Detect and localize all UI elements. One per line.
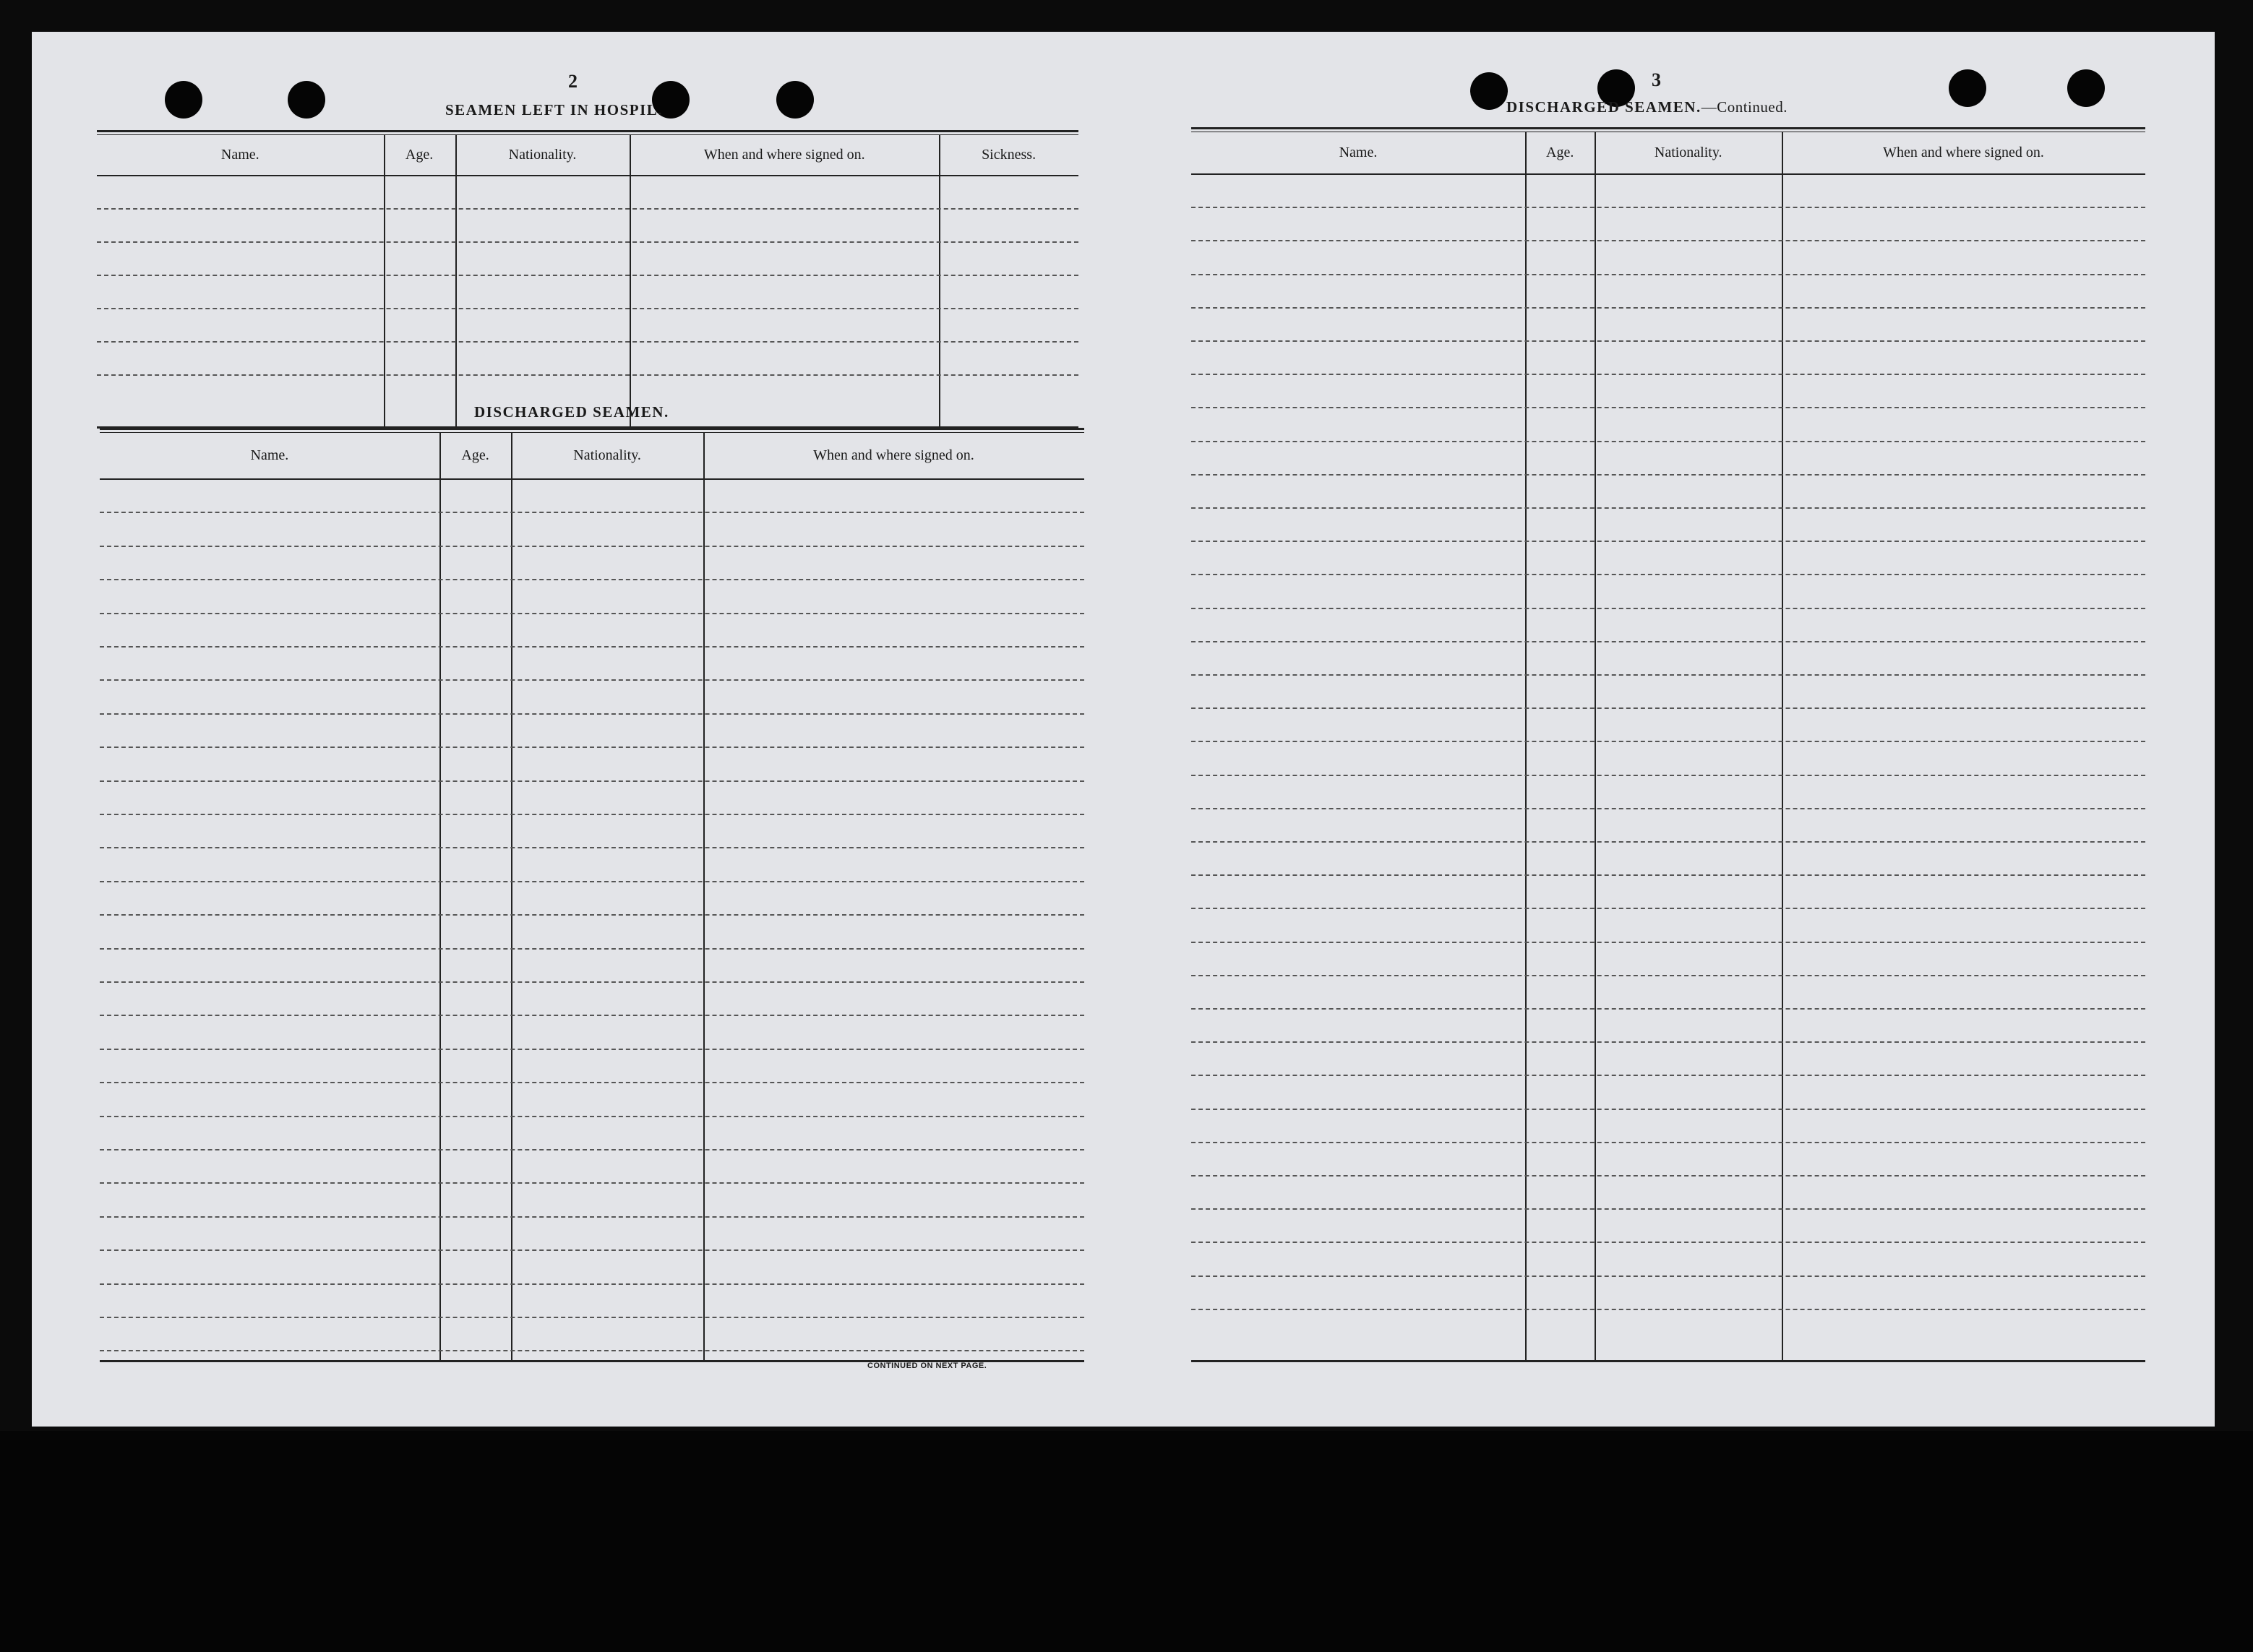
column-divider bbox=[630, 134, 631, 426]
continued-note: CONTINUED ON NEXT PAGE. bbox=[867, 1361, 987, 1370]
discharged-continued-title-text: DISCHARGED SEAMEN. bbox=[1506, 98, 1701, 116]
table-row bbox=[97, 374, 1078, 376]
table-row bbox=[100, 1182, 1084, 1184]
table-row bbox=[1191, 1242, 2145, 1243]
column-divider bbox=[439, 432, 441, 1360]
table-row bbox=[1191, 1142, 2145, 1143]
table-row bbox=[100, 948, 1084, 950]
table-top-rule bbox=[1191, 127, 2145, 129]
table-row bbox=[100, 546, 1084, 547]
table-row bbox=[100, 1015, 1084, 1016]
column-header: When and where signed on. bbox=[703, 147, 865, 163]
table-row bbox=[1191, 1041, 2145, 1043]
discharged-continued-title-suffix: —Continued. bbox=[1701, 98, 1788, 116]
column-header: Name. bbox=[220, 147, 259, 163]
scan-background bbox=[0, 1431, 2253, 1652]
table-row bbox=[1191, 340, 2145, 342]
table-row bbox=[1191, 674, 2145, 676]
column-header: Sickness. bbox=[982, 147, 1037, 163]
column-header: When and where signed on. bbox=[813, 447, 974, 463]
table-row bbox=[100, 1082, 1084, 1083]
table-row bbox=[1191, 240, 2145, 241]
discharged-continued-table bbox=[1191, 127, 2145, 1360]
table-row bbox=[100, 814, 1084, 815]
table-top-rule bbox=[97, 130, 1078, 132]
table-row bbox=[1191, 1175, 2145, 1176]
hospital-section-title-text: SEAMEN LEFT IN HOSPI bbox=[445, 101, 647, 119]
page-number: 2 bbox=[568, 71, 578, 92]
table-row bbox=[1191, 1275, 2145, 1277]
table-row bbox=[100, 1149, 1084, 1150]
table-top-rule bbox=[100, 428, 1084, 430]
column-header: Nationality. bbox=[573, 447, 641, 463]
hospital-section-title-suffix: L. bbox=[646, 101, 664, 119]
table-row bbox=[1191, 507, 2145, 509]
column-header: Age. bbox=[1546, 145, 1574, 160]
hospital-table bbox=[97, 130, 1078, 426]
page-number: 3 bbox=[1652, 69, 1662, 90]
header-rule bbox=[100, 478, 1084, 480]
table-row bbox=[1191, 574, 2145, 575]
table-row bbox=[100, 646, 1084, 648]
table-row bbox=[97, 341, 1078, 343]
column-divider bbox=[703, 432, 705, 1360]
table-row bbox=[1191, 1309, 2145, 1310]
hospital-section-title bbox=[445, 101, 663, 119]
table-row bbox=[100, 1249, 1084, 1251]
table-row bbox=[1191, 474, 2145, 476]
table-row bbox=[1191, 407, 2145, 408]
table-row bbox=[100, 512, 1084, 513]
table-top-rule bbox=[100, 432, 1084, 433]
table-row bbox=[97, 275, 1078, 276]
punch-hole bbox=[776, 81, 814, 119]
table-row bbox=[100, 613, 1084, 614]
table-row bbox=[1191, 808, 2145, 809]
table-row bbox=[1191, 942, 2145, 943]
table-row bbox=[1191, 541, 2145, 542]
right-page bbox=[1123, 32, 2215, 1427]
table-row bbox=[1191, 608, 2145, 609]
table-row bbox=[100, 1216, 1084, 1218]
table-row bbox=[1191, 207, 2145, 208]
discharged-table bbox=[100, 428, 1084, 1360]
header-rule bbox=[97, 175, 1078, 176]
table-bottom-rule bbox=[1191, 1360, 2145, 1362]
table-row bbox=[100, 981, 1084, 983]
table-row bbox=[100, 1049, 1084, 1050]
table-row bbox=[1191, 841, 2145, 843]
table-row bbox=[100, 1317, 1084, 1318]
header-rule bbox=[1191, 173, 2145, 175]
table-row bbox=[1191, 874, 2145, 876]
table-row bbox=[100, 914, 1084, 916]
column-header: Nationality. bbox=[1654, 145, 1722, 160]
column-divider bbox=[455, 134, 457, 426]
punch-hole bbox=[165, 81, 202, 119]
column-header: Name. bbox=[250, 447, 289, 463]
table-row bbox=[1191, 975, 2145, 976]
column-divider bbox=[939, 134, 940, 426]
table-row bbox=[97, 308, 1078, 309]
discharged-continued-title bbox=[1506, 98, 1788, 116]
table-row bbox=[100, 1350, 1084, 1351]
table-row bbox=[1191, 1008, 2145, 1010]
table-row bbox=[1191, 641, 2145, 642]
table-row bbox=[100, 1283, 1084, 1285]
table-row bbox=[97, 241, 1078, 243]
left-page bbox=[32, 32, 1116, 1427]
discharged-section-title: DISCHARGED SEAMEN. bbox=[474, 403, 669, 421]
column-header: Name. bbox=[1339, 145, 1378, 160]
punch-hole bbox=[1470, 72, 1508, 110]
column-header: Age. bbox=[461, 447, 489, 463]
table-row bbox=[1191, 307, 2145, 309]
column-header: Nationality. bbox=[508, 147, 577, 163]
table-row bbox=[1191, 908, 2145, 909]
table-row bbox=[100, 1116, 1084, 1117]
table-row bbox=[1191, 741, 2145, 742]
column-divider bbox=[384, 134, 385, 426]
table-row bbox=[100, 847, 1084, 848]
document-sheet bbox=[32, 32, 2215, 1427]
table-row bbox=[1191, 274, 2145, 275]
table-row bbox=[1191, 707, 2145, 709]
table-row bbox=[100, 713, 1084, 715]
table-row bbox=[100, 747, 1084, 748]
punch-hole bbox=[288, 81, 325, 119]
table-row bbox=[1191, 441, 2145, 442]
column-header: When and where signed on. bbox=[1883, 145, 2044, 160]
table-row bbox=[100, 881, 1084, 882]
table-row bbox=[1191, 1109, 2145, 1110]
punch-hole bbox=[1949, 69, 1986, 107]
column-header: Age. bbox=[405, 147, 434, 163]
column-divider bbox=[511, 432, 512, 1360]
punch-hole bbox=[2067, 69, 2105, 107]
table-row bbox=[97, 208, 1078, 210]
table-row bbox=[1191, 374, 2145, 375]
table-row bbox=[1191, 1208, 2145, 1210]
table-row bbox=[100, 579, 1084, 580]
table-row bbox=[100, 780, 1084, 782]
table-row bbox=[100, 679, 1084, 681]
table-row bbox=[1191, 775, 2145, 776]
table-top-rule bbox=[97, 134, 1078, 135]
table-row bbox=[1191, 1075, 2145, 1076]
